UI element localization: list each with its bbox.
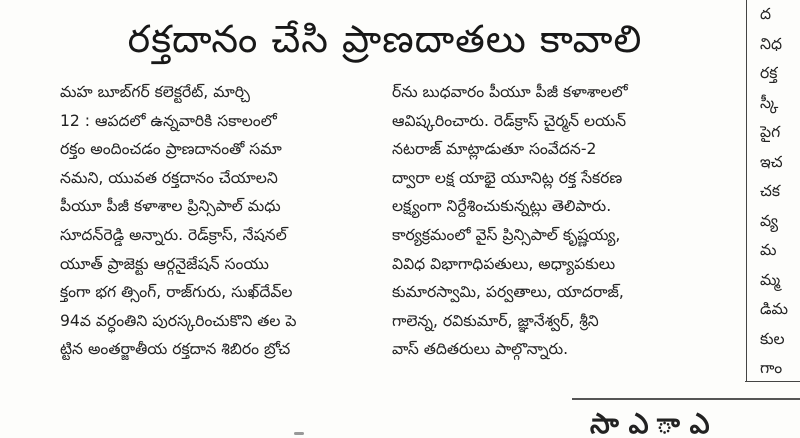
text-line: ద్వారా లక్ష యాభై యూనిట్ల రక్త సేకరణ bbox=[392, 168, 623, 187]
article-column-middle bbox=[392, 78, 732, 364]
print-mark bbox=[294, 432, 304, 435]
text-line: పైగ bbox=[760, 123, 781, 141]
text-line: డిమ bbox=[760, 300, 789, 318]
text-line: ద bbox=[760, 5, 772, 23]
text-line: చక bbox=[760, 182, 780, 200]
adjacent-article-fragment bbox=[760, 0, 800, 384]
text-line: వ్య bbox=[760, 211, 779, 230]
text-line: 12 : ఆపదలో ఉన్నవారికి సకాలంలో bbox=[60, 111, 277, 130]
text-line: సూదన్‌రెడ్డి అన్నారు. రెడ్‌క్రాస్‌, నేషనల్‌ bbox=[60, 225, 287, 244]
text-line: 94వ వర్ధంతిని పురస్కరించుకొని తల పె bbox=[60, 311, 297, 330]
text-line: ర్‌ను బుధవారం పీయూ పీజీ కళాశాలలో bbox=[392, 83, 628, 101]
text-line: యూత్‌ ప్రాజెక్టు ఆర్గనైజేషన్‌ సంయు bbox=[60, 254, 269, 273]
text-line: ట్టిన అంతర్జాతీయ రక్తదాన శిబిరం బ్రోచ bbox=[60, 340, 291, 359]
text-line: ఇచ bbox=[760, 152, 783, 171]
column-divider-vertical bbox=[746, 0, 747, 382]
text-line: నిధ bbox=[760, 34, 782, 53]
text-line: రక్త bbox=[760, 64, 778, 82]
text-line: వివిధ విభాగాధిపతులు, అధ్యాపకులు bbox=[392, 254, 616, 273]
text-line: మహ బూబ్‌గర్‌ కలెక్టరేట్‌, మార్చి bbox=[60, 83, 250, 101]
text-line: లక్ష్యంగా నిర్దేశించుకున్నట్లు తెలిపారు. bbox=[392, 197, 612, 216]
article-headline: రక్తదానం చేసి ప్రాణదాతలు కావాలి bbox=[127, 17, 643, 61]
text-line: కార్యక్రమంలో వైస్‌ ప్రిన్సిపాల్‌ కృష్ణయ్య, bbox=[392, 225, 621, 244]
text-line: ఆవిష్కరించారు. రెడ్‌క్రాస్‌ చైర్మన్‌ లయన్‌ bbox=[392, 111, 627, 130]
text-line: రక్తం అందించడం ప్రాణదానంతో సమా bbox=[60, 140, 282, 159]
text-line: పీయూ పీజీ కళాశాల ప్రిన్సిపాల్‌ మధు bbox=[60, 197, 281, 216]
text-line: మ్మ bbox=[760, 270, 781, 289]
text-line: క్తంగా భగ త్సింగ్‌, రాజ్‌గురు, సుఖ్‌దేవ్‌ల bbox=[60, 283, 293, 302]
text-line: నటరాజ్‌ మాట్లాడుతూ సంవేదన-2 bbox=[392, 140, 597, 159]
text-line: కుల bbox=[760, 329, 785, 348]
text-line: వాస్‌ తదితరులు పాల్గొన్నారు. bbox=[392, 340, 569, 359]
text-line: స్కీ bbox=[760, 93, 779, 112]
text-line: కుమారస్వామి, పర్వతాలు, యాదరాజ్‌, bbox=[392, 283, 624, 302]
section-divider bbox=[572, 398, 800, 400]
next-headline-fragment: సా ఎ ా ఎ bbox=[590, 410, 710, 438]
article-column-left bbox=[60, 78, 376, 364]
text-line: నమని, యువత రక్తదానం చేయాలని bbox=[60, 168, 278, 187]
text-line: గాలెన్న, రవికుమార్‌, జ్ఞానేశ్వర్‌, శ్రీని bbox=[392, 311, 599, 330]
text-line: గాం bbox=[760, 359, 783, 377]
text-line: మ bbox=[760, 241, 777, 259]
